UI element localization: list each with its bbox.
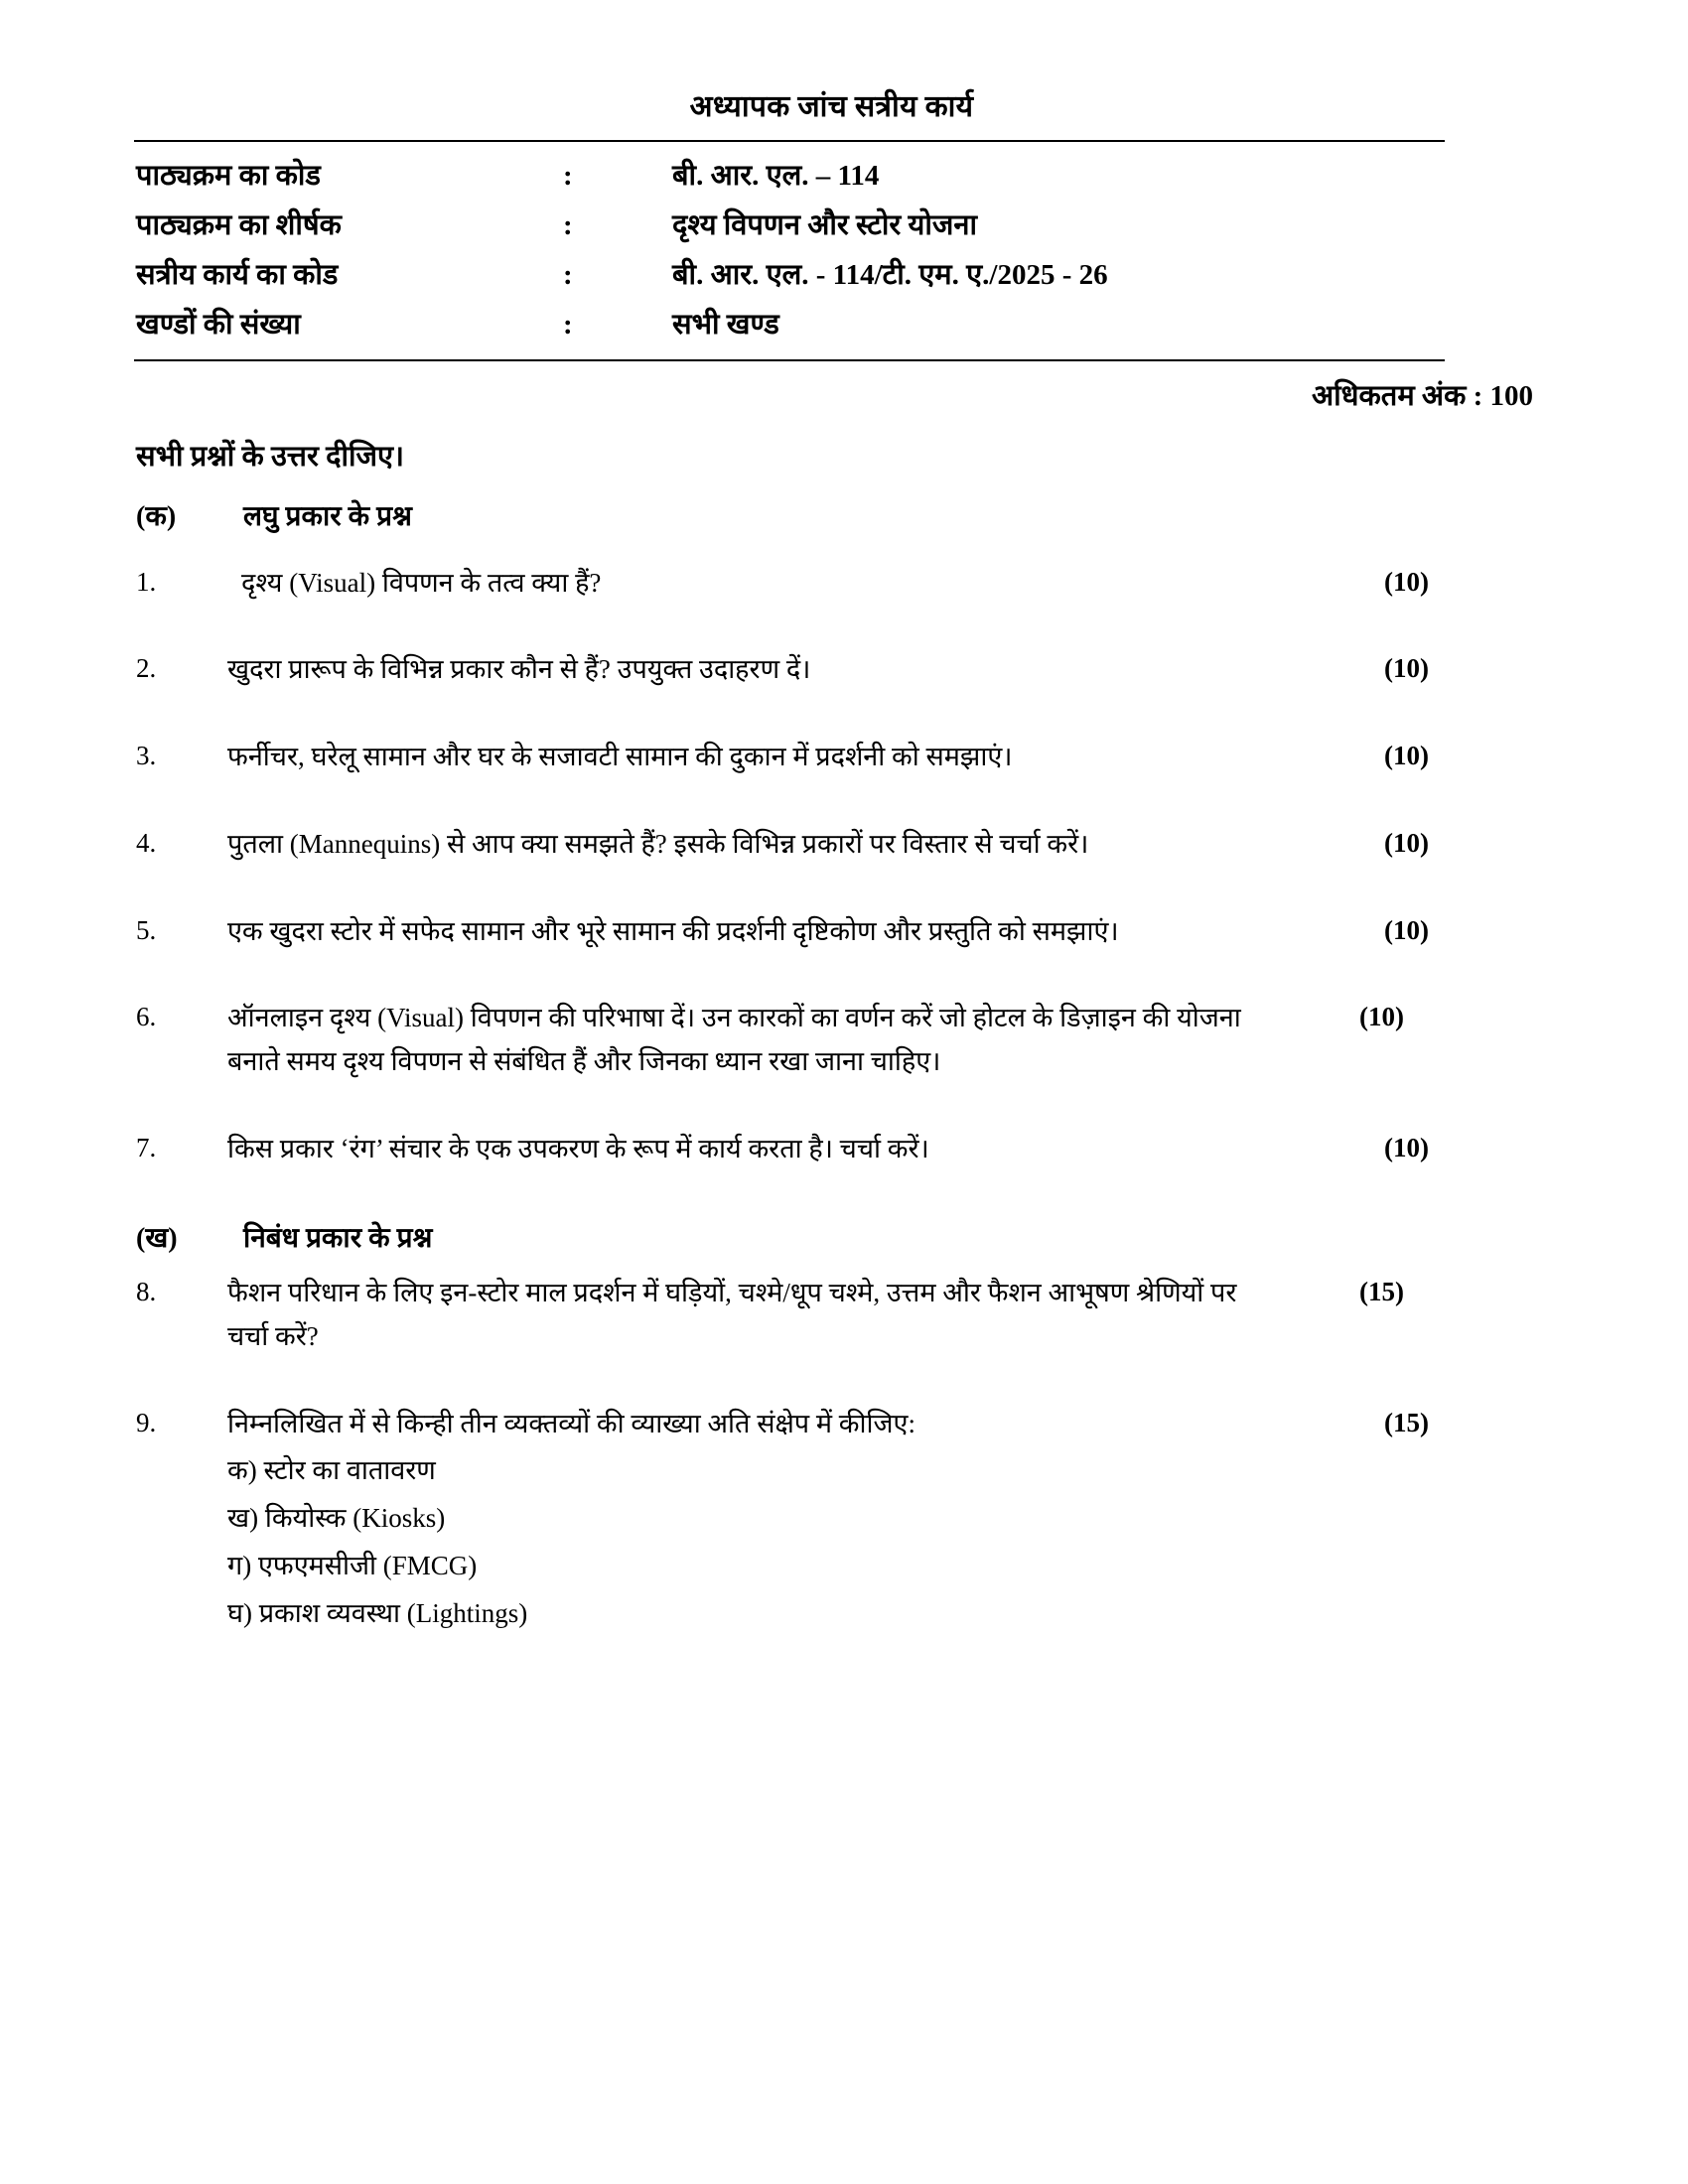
table-row xyxy=(136,301,1447,350)
section-heading-b xyxy=(136,1218,1569,1256)
list-item: घ) प्रकाश व्यवस्था (Lightings) xyxy=(227,1597,528,1628)
section-label-b: (ख) xyxy=(136,1223,178,1255)
question-marks: (15) xyxy=(1384,1407,1429,1437)
question-number: 9. xyxy=(136,1407,157,1437)
question-text: किस प्रकार ‘रंग’ संचार के एक उपकरण के रूप में कार्य करता है। चर्चा करें। xyxy=(227,1133,929,1163)
question-item-5 xyxy=(136,910,1569,954)
list-item: ख) कियोस्क (Kiosks) xyxy=(227,1502,446,1533)
table-row xyxy=(136,251,1447,301)
question-item-1 xyxy=(136,562,1569,606)
header-bottom-divider xyxy=(134,359,1445,361)
meta-colon: : xyxy=(563,309,573,341)
instruction-text: सभी प्रश्नों के उत्तर दीजिए। xyxy=(136,440,405,473)
question-marks: (15) xyxy=(1359,1277,1404,1307)
list-item: ग) एफएमसीजी (FMCG) xyxy=(227,1550,478,1580)
meta-label-blocks-count: खण्डों की संख्या xyxy=(136,309,301,341)
page-title: अध्यापक जांच सत्रीय कार्य xyxy=(689,90,974,123)
section-title-b: निबंध प्रकार के प्रश्न xyxy=(243,1223,433,1255)
question-item-9 xyxy=(136,1403,1569,1637)
question-text: फैशन परिधान के लिए इन-स्टोर माल प्रदर्शन में घड़ियों, चश्मे/धूप चश्मे, उत्तम और फैशन आभूषण श्रेणियों पर चर्चा करें? xyxy=(227,1278,1237,1352)
meta-value-course-code: बी. आर. एल. – 114 xyxy=(672,160,880,192)
meta-label-assignment-code: सत्रीय कार्य का कोड xyxy=(136,259,339,292)
question-marks: (10) xyxy=(1384,653,1429,684)
question-number: 7. xyxy=(136,1132,157,1162)
list-item: क) स्टोर का वातावरण xyxy=(227,1454,436,1485)
section-label-a: (क) xyxy=(136,500,177,532)
question-text: फर्नीचर, घरेलू सामान और घर के सजावटी सामान की दुकान में प्रदर्शनी को समझाएं। xyxy=(227,742,1013,772)
meta-value-assignment-code: बी. आर. एल. - 114/टी. एम. ए./2025 - 26 xyxy=(672,259,1108,292)
question-text: ऑनलाइन दृश्य (Visual) विपणन की परिभाषा दें। उन कारकों का वर्णन करें जो होटल के डिज़ाइन की योजना बनाते समय दृश्य विपणन से संबंधित हैं और जिनका ध्यान रखा जाना चाहिए। xyxy=(227,1003,1241,1076)
meta-colon: : xyxy=(563,209,573,242)
question-item-6 xyxy=(136,997,1569,1083)
question-list-b xyxy=(136,1272,1569,1636)
question-marks: (10) xyxy=(1384,914,1429,945)
meta-label-course-code: पाठ्यक्रम का कोड xyxy=(136,160,321,192)
question-marks: (10) xyxy=(1384,1132,1429,1162)
meta-value-blocks-count: सभी खण्ड xyxy=(672,309,779,341)
question-text: दृश्य (Visual) विपणन के तत्व क्या हैं? xyxy=(241,567,602,598)
question-number: 4. xyxy=(136,827,157,858)
question-marks: (10) xyxy=(1384,741,1429,771)
question-item-4 xyxy=(136,823,1569,867)
meta-label-course-title: पाठ्यक्रम का शीर्षक xyxy=(136,209,342,242)
question-item-8 xyxy=(136,1272,1569,1358)
maximum-marks: अधिकतम अंक : 100 xyxy=(1312,379,1533,412)
question-list-a xyxy=(136,562,1569,1171)
meta-value-course-title: दृश्य विपणन और स्टोर योजना xyxy=(672,209,977,242)
section-title-a: लघु प्रकार के प्रश्न xyxy=(243,500,412,532)
question-text: एक खुदरा स्टोर में सफेद सामान और भूरे सामान की प्रदर्शनी दृष्टिकोण और प्रस्तुति को समझाएं। xyxy=(227,915,1119,946)
question-text-block xyxy=(227,1403,1310,1637)
question-number: 8. xyxy=(136,1277,157,1307)
question-number: 3. xyxy=(136,741,157,771)
meta-colon: : xyxy=(563,259,573,292)
section-heading-a xyxy=(136,496,1569,534)
table-row xyxy=(136,202,1447,251)
question-text: खुदरा प्रारूप के विभिन्न प्रकार कौन से हैं? उपयुक्त उदाहरण दें। xyxy=(227,654,811,685)
question-text: पुतला (Mannequins) से आप क्या समझते हैं? इसके विभिन्न प्रकारों पर विस्तार से चर्चा करें। xyxy=(227,828,1089,859)
question-item-2 xyxy=(136,648,1569,692)
question-number: 1. xyxy=(136,566,157,597)
course-meta-table xyxy=(136,152,1447,351)
table-row xyxy=(136,152,1447,202)
question-number: 2. xyxy=(136,653,157,684)
question-number: 5. xyxy=(136,914,157,945)
header-top-divider xyxy=(134,140,1445,142)
question-marks: (10) xyxy=(1359,1002,1404,1032)
question-text: निम्नलिखित में से किन्ही तीन व्यक्तव्यों की व्याख्या अति संक्षेप में कीजिए: xyxy=(227,1408,915,1438)
question-number: 6. xyxy=(136,1002,157,1032)
question-marks: (10) xyxy=(1384,566,1429,597)
question-item-3 xyxy=(136,736,1569,779)
meta-colon: : xyxy=(563,160,573,192)
question-marks: (10) xyxy=(1384,827,1429,858)
question-item-7 xyxy=(136,1128,1569,1171)
question-sub-items xyxy=(227,1446,1294,1637)
